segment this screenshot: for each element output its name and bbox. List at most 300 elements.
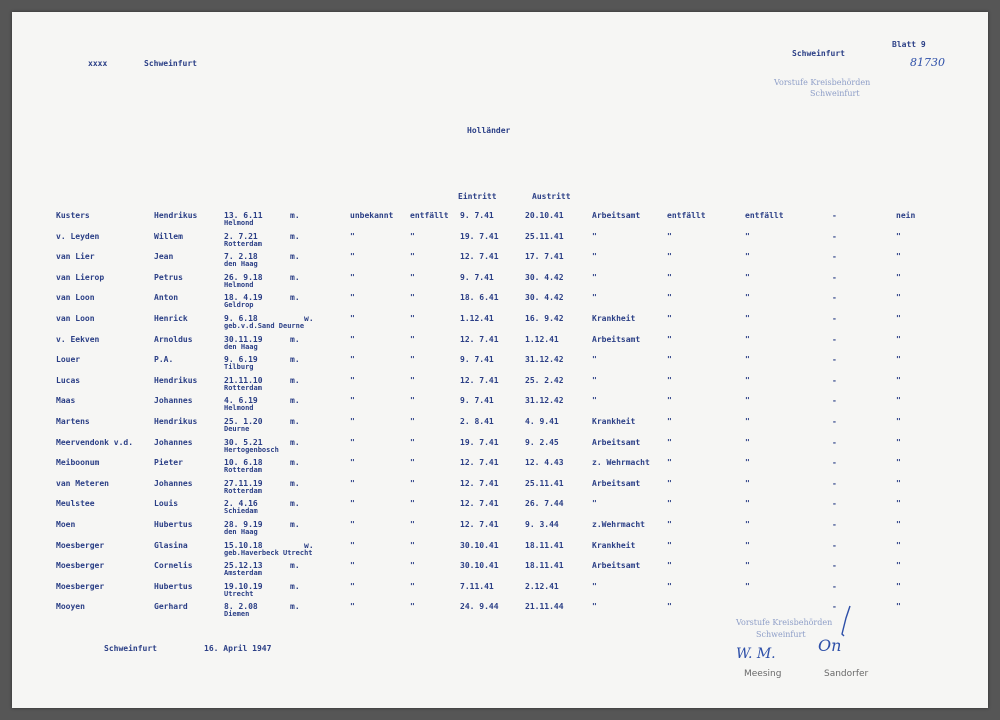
cell-entry-date: 24. 9.44 — [460, 602, 499, 612]
cell-reason: Krankheit — [592, 417, 636, 426]
cell-exit-date: 26. 7.44 — [525, 499, 564, 509]
cell-col4: " — [745, 375, 750, 385]
cell-col3: " — [667, 520, 672, 529]
cell-col5: - — [832, 314, 837, 323]
cell-birth-place: geb.v.d.Sand Deurne — [224, 322, 305, 330]
cell-entry-date: 19. 7.41 — [460, 231, 499, 241]
cell-col4: " — [745, 355, 750, 365]
cell-reason: Arbeitsamt — [592, 478, 641, 488]
table-row — [12, 561, 988, 581]
cell-reason: z.Wehrmacht — [592, 520, 645, 529]
cell-col1: " — [350, 293, 355, 303]
archive-number: 81730 — [910, 56, 945, 69]
cell-col1: " — [350, 540, 355, 550]
cell-col4: " — [745, 396, 750, 406]
cell-exit-date: 25. 2.42 — [525, 375, 564, 385]
cell-col5: - — [832, 272, 837, 282]
cell-col3: " — [667, 231, 672, 241]
cell-entry-date: 12. 7.41 — [460, 499, 499, 509]
stamp-bottom-line1: Vorstufe Kreisbehörden — [736, 618, 833, 627]
cell-col2: " — [410, 540, 415, 550]
cell-birth-place: Helmond — [224, 404, 254, 413]
cell-col3: " — [667, 252, 672, 262]
cell-col2: " — [410, 478, 415, 488]
signer-name-left: Meesing — [744, 669, 782, 679]
cell-first-name: Louis — [154, 499, 179, 509]
cell-col5: - — [832, 252, 837, 262]
cell-col6: " — [896, 334, 901, 344]
cell-birth-date: 27.11.19 — [224, 478, 263, 488]
cell-first-name: Hubertus — [154, 520, 193, 529]
cell-col4: " — [745, 581, 750, 591]
table-row — [12, 355, 988, 375]
cell-first-name: Cornelis — [154, 561, 193, 571]
cell-surname: van Loon — [56, 293, 95, 303]
cell-col1: " — [350, 231, 355, 241]
cell-birth-date: 9. 6.19 — [224, 355, 258, 365]
cell-col1: " — [350, 499, 355, 509]
cell-surname: Moesberger — [56, 561, 105, 571]
cell-col2: " — [410, 293, 415, 303]
cell-col3: " — [667, 334, 672, 344]
cell-exit-date: 20.10.41 — [525, 211, 564, 220]
cell-col2: " — [410, 520, 415, 529]
cell-col5: - — [832, 211, 837, 220]
cell-col1: unbekannt — [350, 211, 394, 220]
cell-col1: " — [350, 252, 355, 262]
cell-reason: " — [592, 396, 597, 406]
cell-birth-place: Amsterdam — [224, 569, 262, 578]
cell-exit-date: 9. 3.44 — [525, 520, 559, 529]
cell-col4: " — [745, 334, 750, 344]
cell-col2: " — [410, 458, 415, 468]
cell-col3: " — [667, 540, 672, 550]
cell-birth-place: Rotterdam — [224, 383, 262, 392]
cell-exit-date: 4. 9.41 — [525, 417, 559, 426]
cell-entry-date: 30.10.41 — [460, 540, 499, 550]
cell-exit-date: 25.11.41 — [525, 478, 564, 488]
cell-sex: m. — [290, 252, 300, 262]
cell-col6: " — [896, 520, 901, 529]
cell-col2: " — [410, 437, 415, 447]
cell-birth-date: 28. 9.19 — [224, 520, 263, 529]
cell-reason: Krankheit — [592, 540, 636, 550]
cell-col1: " — [350, 458, 355, 468]
document-title: Holländer — [467, 126, 511, 135]
cell-birth-place: den Haag — [224, 260, 258, 269]
cell-col4: " — [745, 293, 750, 303]
cell-sex: m. — [290, 581, 300, 591]
cell-surname: Maas — [56, 396, 76, 406]
cell-col2: " — [410, 314, 415, 323]
cell-surname: Mooyen — [56, 602, 85, 612]
cell-first-name: Johannes — [154, 437, 193, 447]
cell-reason: " — [592, 499, 597, 509]
cell-entry-date: 9. 7.41 — [460, 211, 494, 220]
cell-col4: " — [745, 417, 750, 426]
cell-reason: z. Wehrmacht — [592, 458, 650, 468]
cell-sex: m. — [290, 561, 300, 571]
cell-col5: - — [832, 396, 837, 406]
cell-col3: entfällt — [667, 211, 706, 220]
cell-col5: - — [832, 437, 837, 447]
cell-entry-date: 12. 7.41 — [460, 375, 499, 385]
cell-sex: m. — [290, 396, 300, 406]
cell-col2: " — [410, 396, 415, 406]
cell-col6: " — [896, 272, 901, 282]
cell-col5: - — [832, 520, 837, 529]
cell-col6: " — [896, 499, 901, 509]
cell-col2: " — [410, 602, 415, 612]
cell-surname: Kusters — [56, 211, 90, 220]
cell-sex: w. — [304, 314, 314, 323]
cell-col6: " — [896, 293, 901, 303]
cell-exit-date: 18.11.41 — [525, 540, 564, 550]
cell-birth-place: Tilburg — [224, 363, 254, 372]
cell-entry-date: 12. 7.41 — [460, 520, 499, 529]
table-row — [12, 396, 988, 416]
cell-exit-date: 9. 2.45 — [525, 437, 559, 447]
table-row — [12, 232, 988, 252]
cell-col2: " — [410, 581, 415, 591]
cell-surname: Martens — [56, 417, 90, 426]
cell-col1: " — [350, 314, 355, 323]
cell-col4: " — [745, 561, 750, 571]
cell-birth-date: 8. 2.08 — [224, 602, 258, 612]
cell-birth-date: 2. 7.21 — [224, 231, 258, 241]
cell-birth-date: 25. 1.20 — [224, 417, 263, 426]
cell-exit-date: 31.12.42 — [525, 396, 564, 406]
table-row — [12, 211, 988, 231]
cell-col1: " — [350, 272, 355, 282]
table-row — [12, 376, 988, 396]
cell-sex: m. — [290, 602, 300, 612]
cell-birth-place: Rotterdam — [224, 486, 262, 495]
cell-entry-date: 12. 7.41 — [460, 458, 499, 468]
cell-col5: - — [832, 581, 837, 591]
cell-col6: " — [896, 417, 901, 426]
cell-birth-place: Diemen — [224, 610, 250, 619]
cell-col1: " — [350, 375, 355, 385]
cell-col3: " — [667, 478, 672, 488]
cell-sex: m. — [290, 437, 300, 447]
table-row — [12, 582, 988, 602]
cell-reason: " — [592, 293, 597, 303]
cell-col3: " — [667, 417, 672, 426]
cell-col2: entfällt — [410, 211, 449, 220]
cell-col4: " — [745, 272, 750, 282]
cell-birth-place: Deurne — [224, 425, 250, 433]
cell-exit-date: 30. 4.42 — [525, 293, 564, 303]
cell-col3: " — [667, 375, 672, 385]
cell-first-name: Johannes — [154, 396, 193, 406]
cell-col2: " — [410, 561, 415, 571]
table-row — [12, 417, 988, 437]
cell-reason: Arbeitsamt — [592, 334, 641, 344]
cell-col3: " — [667, 314, 672, 323]
cell-reason: " — [592, 602, 597, 612]
cell-entry-date: 12. 7.41 — [460, 252, 499, 262]
cell-col2: " — [410, 355, 415, 365]
table-row — [12, 335, 988, 355]
table-row — [12, 314, 988, 334]
cell-birth-place: Schiedam — [224, 507, 258, 516]
cell-birth-date: 19.10.19 — [224, 581, 263, 591]
stamp-bottom-line2: Schweinfurt — [756, 630, 806, 639]
cell-col3: " — [667, 581, 672, 591]
table-row — [12, 252, 988, 272]
cell-col2: " — [410, 417, 415, 426]
cell-birth-date: 15.10.18 — [224, 540, 263, 550]
cell-sex: m. — [290, 211, 300, 220]
cell-col6: " — [896, 252, 901, 262]
cell-col5: - — [832, 458, 837, 468]
cell-col4: entfällt — [745, 211, 784, 220]
cell-exit-date: 31.12.42 — [525, 355, 564, 365]
cell-col2: " — [410, 375, 415, 385]
table-row — [12, 541, 988, 561]
cell-first-name: Jean — [154, 252, 174, 262]
cell-entry-date: 12. 7.41 — [460, 334, 499, 344]
cell-surname: Moesberger — [56, 540, 105, 550]
cell-col2: " — [410, 231, 415, 241]
cell-col6: " — [896, 437, 901, 447]
cell-birth-place: Helmond — [224, 219, 254, 227]
cell-birth-place: Rotterdam — [224, 239, 262, 248]
cell-birth-place: den Haag — [224, 342, 258, 351]
cell-exit-date: 25.11.41 — [525, 231, 564, 241]
cell-first-name: P.A. — [154, 355, 174, 365]
cell-surname: v. Eekven — [56, 334, 100, 344]
document-page — [12, 12, 988, 708]
footer-date: 16. April 1947 — [204, 644, 272, 653]
cell-col5: - — [832, 540, 837, 550]
cell-col3: " — [667, 458, 672, 468]
cell-entry-date: 30.10.41 — [460, 561, 499, 571]
cell-col5: - — [832, 375, 837, 385]
table-row — [12, 520, 988, 540]
cell-birth-date: 30.11.19 — [224, 334, 263, 344]
cell-birth-place: Hertogenbosch — [224, 445, 279, 454]
cell-entry-date: 9. 7.41 — [460, 355, 494, 365]
cell-col1: " — [350, 581, 355, 591]
cell-surname: Meiboonum — [56, 458, 100, 468]
cell-birth-place: geb.Haverbeck Utrecht — [224, 548, 313, 557]
cell-surname: Louer — [56, 355, 81, 365]
cell-reason: " — [592, 375, 597, 385]
cell-col2: " — [410, 272, 415, 282]
cell-col2: " — [410, 334, 415, 344]
cell-reason: Arbeitsamt — [592, 437, 641, 447]
stamp-top-line2: Schweinfurt — [810, 89, 860, 98]
cell-surname: van Lierop — [56, 272, 105, 282]
cell-first-name: Hendrikus — [154, 375, 198, 385]
cell-surname: van Loon — [56, 314, 95, 323]
cell-sex: m. — [290, 458, 300, 468]
cell-first-name: Anton — [154, 293, 179, 303]
cell-reason: " — [592, 252, 597, 262]
cell-exit-date: 2.12.41 — [525, 581, 559, 591]
cell-surname: Meulstee — [56, 499, 95, 509]
column-header-exit: Austritt — [532, 192, 571, 201]
header-place-right: Schweinfurt — [792, 49, 845, 58]
cell-sex: m. — [290, 293, 300, 303]
cell-col4: " — [745, 252, 750, 262]
cell-col6: " — [896, 396, 901, 406]
column-header-entry: Eintritt — [458, 192, 497, 201]
cell-sex: m. — [290, 231, 300, 241]
cell-col1: " — [350, 396, 355, 406]
cell-birth-date: 26. 9.18 — [224, 272, 263, 282]
cell-col5: - — [832, 293, 837, 303]
cell-col3: " — [667, 355, 672, 365]
cell-col1: " — [350, 520, 355, 529]
footer-place: Schweinfurt — [104, 644, 157, 653]
cell-birth-place: Utrecht — [224, 589, 254, 598]
cell-col6: nein — [896, 211, 916, 220]
cell-birth-place: den Haag — [224, 528, 258, 536]
cell-col4: " — [745, 540, 750, 550]
cell-exit-date: 18.11.41 — [525, 561, 564, 571]
cell-birth-date: 25.12.13 — [224, 561, 263, 571]
cell-first-name: Hendrikus — [154, 211, 198, 220]
cell-birth-date: 2. 4.16 — [224, 499, 258, 509]
sheet-number: Blatt 9 — [892, 40, 926, 49]
cell-col3: " — [667, 396, 672, 406]
cell-col5: - — [832, 231, 837, 241]
cell-col3: " — [667, 602, 672, 612]
table-row — [12, 479, 988, 499]
cell-col6: " — [896, 458, 901, 468]
cell-birth-place: Helmond — [224, 280, 254, 289]
cell-reason: " — [592, 231, 597, 241]
cell-first-name: Hendrikus — [154, 417, 198, 426]
cell-col5: - — [832, 478, 837, 488]
cell-entry-date: 19. 7.41 — [460, 437, 499, 447]
cell-first-name: Petrus — [154, 272, 183, 282]
cell-first-name: Henrick — [154, 314, 188, 323]
table-row — [12, 438, 988, 458]
cell-reason: Arbeitsamt — [592, 561, 641, 571]
cell-birth-date: 30. 5.21 — [224, 437, 263, 447]
cell-sex: w. — [304, 540, 314, 550]
cell-reason: " — [592, 272, 597, 282]
cell-birth-place: Geldrop — [224, 301, 254, 310]
signer-name-right: Sandorfer — [824, 669, 869, 679]
cell-birth-date: 9. 6.18 — [224, 314, 258, 323]
cell-col2: " — [410, 499, 415, 509]
cell-exit-date: 1.12.41 — [525, 334, 559, 344]
cell-sex: m. — [290, 499, 300, 509]
cell-col4: " — [745, 499, 750, 509]
cell-exit-date: 16. 9.42 — [525, 314, 564, 323]
stamp-top-line1: Vorstufe Kreisbehörden — [774, 78, 871, 87]
cell-col1: " — [350, 437, 355, 447]
cell-col4: " — [745, 231, 750, 241]
cell-col3: " — [667, 499, 672, 509]
cell-entry-date: 9. 7.41 — [460, 272, 494, 282]
cell-col1: " — [350, 602, 355, 612]
cell-col4: " — [745, 437, 750, 447]
cell-exit-date: 30. 4.42 — [525, 272, 564, 282]
cell-birth-date: 18. 4.19 — [224, 293, 263, 303]
cell-entry-date: 18. 6.41 — [460, 293, 499, 303]
cell-birth-date: 21.11.10 — [224, 375, 263, 385]
cell-exit-date: 12. 4.43 — [525, 458, 564, 468]
cell-col5: - — [832, 355, 837, 365]
cell-first-name: Johannes — [154, 478, 193, 488]
cell-col4: " — [745, 520, 750, 529]
cell-col1: " — [350, 355, 355, 365]
cell-birth-date: 10. 6.18 — [224, 458, 263, 468]
handwritten-signature: On — [818, 636, 842, 655]
cell-reason: " — [592, 355, 597, 365]
header-code: xxxx — [88, 59, 108, 68]
handwritten-initials: W. M. — [736, 646, 776, 662]
cell-surname: Lucas — [56, 375, 81, 385]
cell-col5: - — [832, 417, 837, 426]
cell-birth-date: 4. 6.19 — [224, 396, 258, 406]
cell-col3: " — [667, 272, 672, 282]
cell-first-name: Hubertus — [154, 581, 193, 591]
cell-entry-date: 12. 7.41 — [460, 478, 499, 488]
cell-col6: " — [896, 478, 901, 488]
cell-col1: " — [350, 478, 355, 488]
cell-exit-date: 17. 7.41 — [525, 252, 564, 262]
cell-birth-date: 7. 2.18 — [224, 252, 258, 262]
cell-col6: " — [896, 314, 901, 323]
header-place-left: Schweinfurt — [144, 59, 197, 68]
cell-sex: m. — [290, 417, 300, 426]
cell-col5: - — [832, 561, 837, 571]
cell-col1: " — [350, 561, 355, 571]
cell-col6: " — [896, 581, 901, 591]
cell-col6: " — [896, 375, 901, 385]
cell-col6: " — [896, 231, 901, 241]
cell-col4: " — [745, 478, 750, 488]
cell-surname: Moesberger — [56, 581, 105, 591]
cell-col5: - — [832, 499, 837, 509]
table-row — [12, 293, 988, 313]
cell-col4: " — [745, 458, 750, 468]
cell-sex: m. — [290, 355, 300, 365]
cell-col6: " — [896, 540, 901, 550]
cell-sex: m. — [290, 375, 300, 385]
cell-col6: " — [896, 602, 901, 612]
cell-sex: m. — [290, 520, 300, 529]
cell-col3: " — [667, 561, 672, 571]
cell-surname: van Lier — [56, 252, 95, 262]
table-row — [12, 458, 988, 478]
cell-surname: Meervendonk v.d. — [56, 437, 134, 447]
cell-first-name: Willem — [154, 231, 183, 241]
cell-entry-date: 1.12.41 — [460, 314, 494, 323]
cell-entry-date: 2. 8.41 — [460, 417, 494, 426]
table-row — [12, 273, 988, 293]
cell-surname: v. Leyden — [56, 231, 100, 241]
cell-col3: " — [667, 437, 672, 447]
cell-first-name: Glasina — [154, 540, 188, 550]
cell-sex: m. — [290, 272, 300, 282]
cell-col5: - — [832, 334, 837, 344]
cell-sex: m. — [290, 478, 300, 488]
cell-birth-date: 13. 6.11 — [224, 211, 263, 220]
cell-first-name: Arnoldus — [154, 334, 193, 344]
cell-first-name: Gerhard — [154, 602, 188, 612]
cell-surname: van Meteren — [56, 478, 109, 488]
cell-col1: " — [350, 417, 355, 426]
cell-col1: " — [350, 334, 355, 344]
